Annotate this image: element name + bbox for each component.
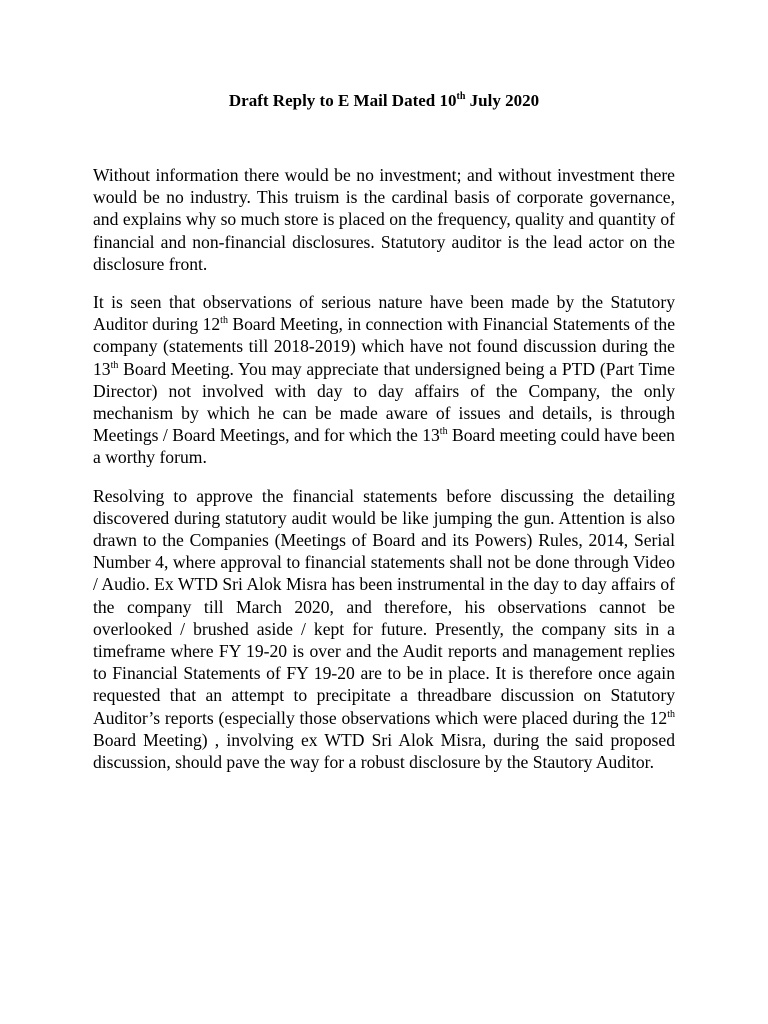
paragraph-2-text-d: Board meeting could have been a worthy forum. [93, 425, 675, 468]
paragraph-3-text-b: Board Meeting) , involving ex WTD Sri Alok Misra, during the said proposed discussion, should pave the way for a robust disclosure by the Stautory Auditor. [93, 729, 675, 773]
document-body [93, 164, 675, 789]
paragraph-2-text-c: Board Meeting. You may appreciate that undersigned being a PTD (Part Time Director) not involved with day to day affairs of the Company, the only mechanism by which he can be made aware of issues and details, is through Meetings / Board Meetings, and for which the 13 [93, 358, 675, 446]
title-text-end: July 2020 [465, 91, 540, 110]
ordinal-superscript: th [220, 315, 228, 327]
title-superscript: th [456, 91, 466, 102]
ordinal-superscript: th [667, 708, 675, 720]
paragraph-1 [93, 164, 675, 275]
paragraph-1-text: Without information there would be no investment; and without investment there would be no industry. This truism is the cardinal basis of corporate governance, and explains why so much store is placed on the frequency, quality and quantity of financial and non-financial disclosures. Statutory auditor is the lead actor on the disclosure front. [93, 165, 675, 274]
paragraph-2-text-b: Board Meeting, in connection with Financial Statements of the company (statements till 2018-2019) which have not found discussion during the 13 [93, 314, 676, 379]
paragraph-3 [93, 485, 675, 774]
title-text: Draft Reply to E Mail Dated 10 [228, 91, 457, 110]
ordinal-superscript: th [110, 359, 119, 371]
paragraph-2-text-a: It is seen that observations of serious nature have been made by the Statutory Auditor during 12 [93, 292, 675, 335]
ordinal-superscript: th [439, 426, 448, 438]
paragraph-3-text-a: Resolving to approve the financial statements before discussing the detailing discovered during statutory audit would be like jumping the gun. Attention is also drawn to the Companies (Meetings of Board and its Powers) Rules, 2014, Serial Number 4, where approval to financial statements shall not be done through Video / Audio. Ex WTD Sri Alok Misra has been instrumental in the day to day affairs of the company till March 2020, and therefore, his observations cannot be overlooked / brushed aside / kept for future. Presently, the company sits in a timeframe where FY 19-20 is over and the Audit reports and management replies to Financial Statements of FY 19-20 are to be in place. It is therefore once again requested that an attempt to precipitate a threadbare discussion on Statutory Auditor’s reports (especially those observations which were placed during the 12 [93, 485, 675, 728]
document-title [0, 90, 768, 112]
paragraph-2 [93, 291, 675, 469]
